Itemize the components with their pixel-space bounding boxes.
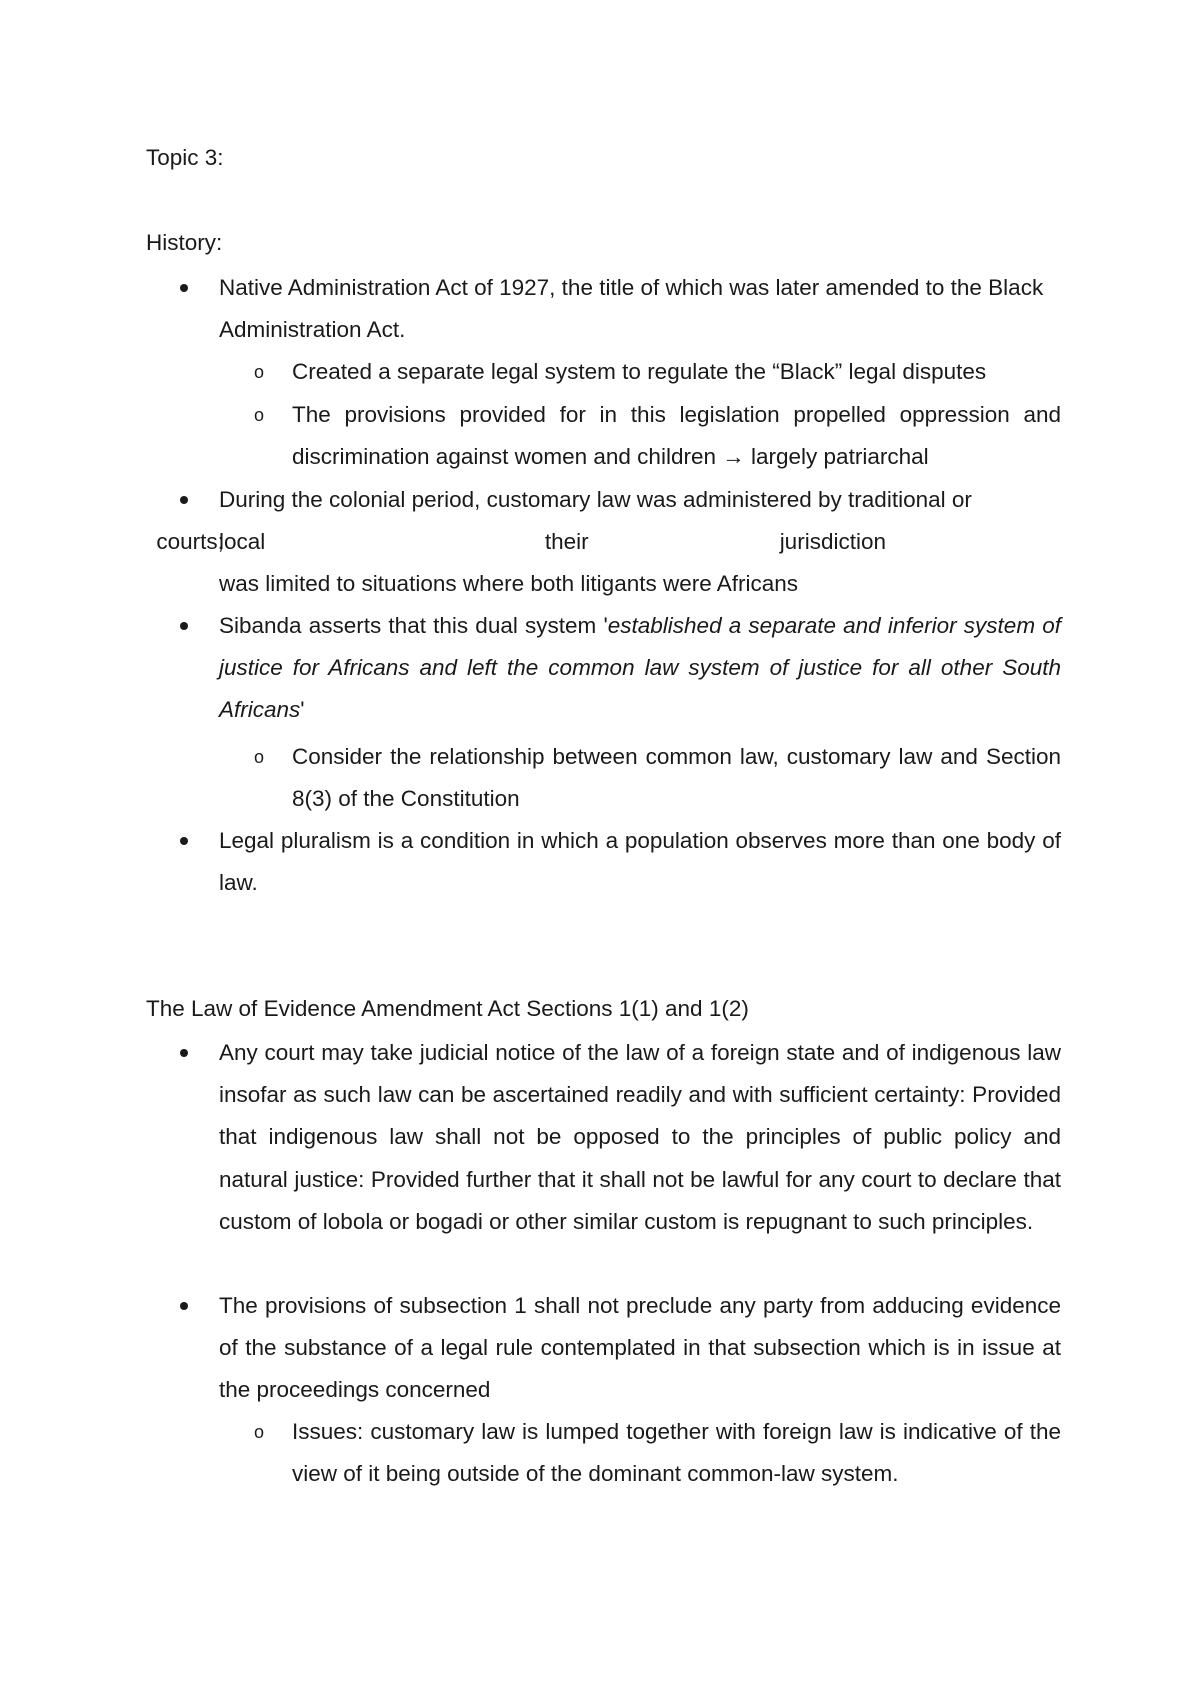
arrow-right-icon: → — [722, 444, 745, 470]
bullet-circle: o — [254, 362, 265, 382]
bullet-dot — [180, 479, 188, 521]
list-item-text: Legal pluralism is a condition in which a population observes more than one body of law. — [219, 828, 1061, 896]
list-item-text: The provisions of subsection 1 shall not preclude any party from adducing evidence of the substance of a legal rule contemplated in that subsection which is in issue at the proceedings concerned — [219, 1293, 1061, 1403]
list-item-native-act — [219, 267, 1061, 351]
list-item-text: Any court may take judicial notice of the law of a foreign state and of indigenous law insofar as such law can be ascertained readily and with sufficient certainty: Provided that indigenous law shall not be opposed to the principles of public policy and natural justice: Provided further that it shall not be lawful for any court to declare that custom of lobola or bogadi or other similar custom is repugnant to such principles. — [219, 1040, 1061, 1234]
list-item-text — [292, 394, 1061, 478]
topic-heading: Topic 3: — [146, 145, 224, 170]
text-segment: ' — [300, 697, 305, 723]
history-heading: History: — [146, 230, 223, 255]
list-item-text: Native Administration Act of 1927, the title of which was later amended to the Black Administration Act. — [219, 275, 1044, 343]
list-item-legal-pluralism — [219, 820, 1061, 904]
word: jurisdiction — [779, 529, 886, 555]
bullet-dot — [180, 1285, 188, 1327]
word: courts; — [156, 529, 224, 555]
bullet-dot — [180, 605, 188, 647]
word: their — [544, 529, 589, 555]
bullet-circle: o — [254, 405, 265, 425]
list-item-text: Consider the relationship between common law, customary law and Section 8(3) of the Constitution — [292, 744, 1061, 812]
sub-list-item-consider-relationship — [254, 736, 1061, 820]
bullet-dot — [180, 267, 188, 309]
list-item-subsection-provisions — [219, 1285, 1061, 1412]
text-segment: largely patriarchal — [751, 444, 929, 470]
list-item-text: Created a separate legal system to regulate the “Black” legal disputes — [292, 359, 987, 384]
list-item-text: was limited to situations where both litigants were Africans — [219, 571, 799, 597]
sub-list-item-separate-system — [254, 351, 1061, 393]
list-item-sibanda — [219, 605, 1061, 732]
sub-list-item-provisions-oppression — [254, 394, 1061, 478]
list-item-text: Issues: customary law is lumped together with foreign law is indicative of the view of it being outside of the dominant common-law system. — [292, 1419, 1061, 1487]
evidence-act-heading: The Law of Evidence Amendment Act Sections 1(1) and 1(2) — [146, 996, 749, 1021]
list-item-judicial-notice — [219, 1032, 1061, 1243]
sub-list-item-issues — [254, 1411, 1061, 1495]
list-item-colonial-period — [156, 479, 1061, 606]
word: local — [219, 529, 266, 555]
list-item-text — [219, 605, 1061, 732]
list-item-text: During the colonial period, customary law was administered by traditional or — [219, 487, 972, 512]
bullet-dot — [180, 820, 188, 862]
spaced-line — [156, 521, 886, 563]
bullet-circle: o — [254, 747, 265, 767]
text-segment: The provisions provided for in this legislation propelled oppression and discrimination against women and children — [292, 402, 1061, 470]
quote-text: established a separate and inferior system of justice for Africans and left the common law system of justice for all other South Africans — [219, 613, 1061, 723]
text-segment: Sibanda asserts that this dual system ' — [219, 613, 608, 638]
bullet-dot — [180, 1032, 188, 1074]
bullet-circle: o — [254, 1422, 265, 1442]
